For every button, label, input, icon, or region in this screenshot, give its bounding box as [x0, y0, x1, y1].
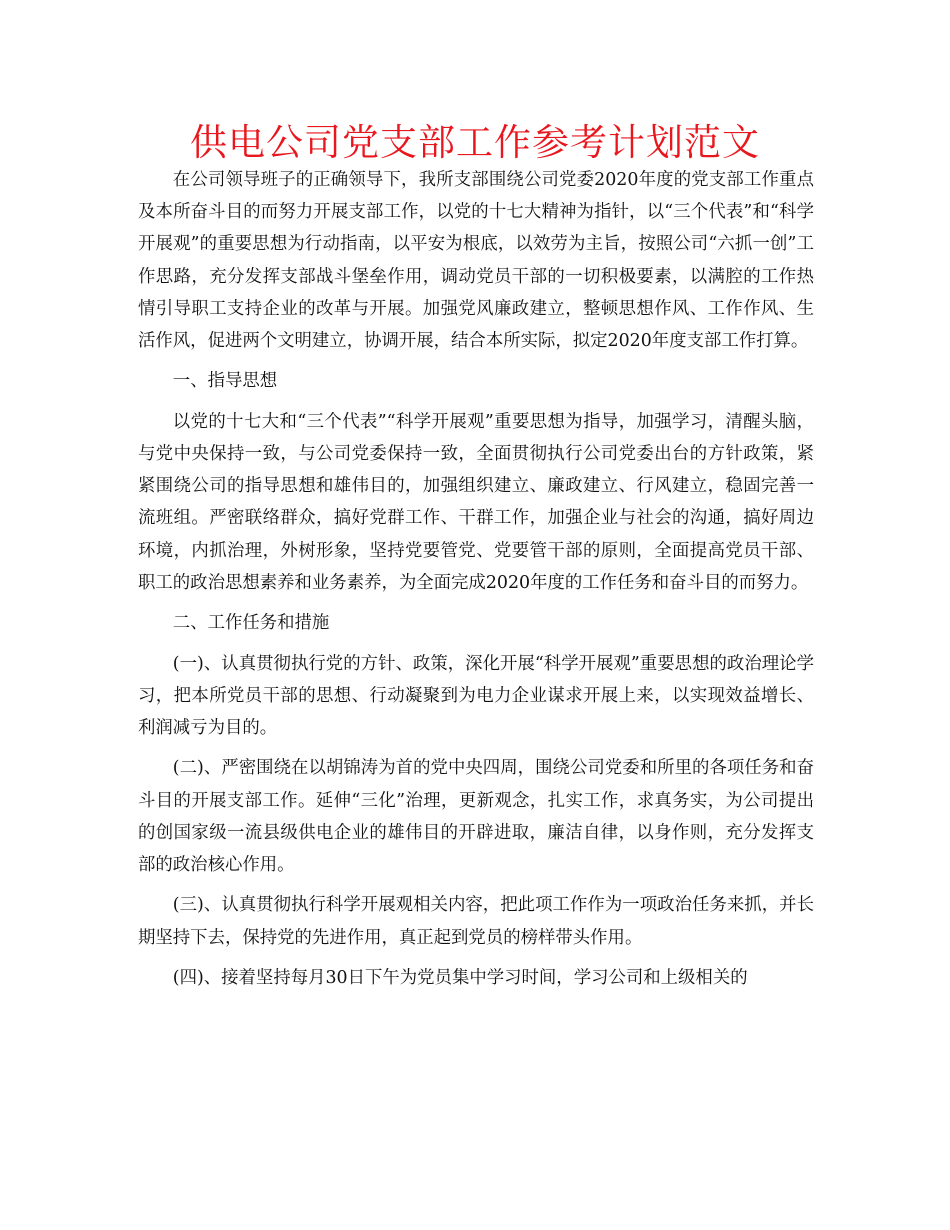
task-item-4: (四)、接着坚持每月30日下午为党员集中学习时间，学习公司和上级相关的	[172, 967, 748, 988]
task-item-1: (一)、认真贯彻执行党的方针、政策，深化开展“科学开展观”重要思想的政治理论学习，把本所党员干部的思想、行动凝聚到为电力企业谋求开展上来，以实现效益增长、利润减亏为目的。	[138, 653, 814, 738]
section-heading-guiding-ideology: 一、指导思想	[172, 371, 278, 392]
guiding-ideology-paragraph: 以党的十七大和“三个代表”“科学开展观”重要思想为指导，加强学习，清醒头脑，与党中央保持一致，与公司党委保持一致，全面贯彻执行公司党委出台的方针政策，紧紧围绕公司的指导思想和雄伟目的，加强组织建立、廉政建立、行风建立，稳固完善一流班组。严密联络群众，搞好党群工作、干群工作，加强企业与社会的沟通，搞好周边环境，内抓治理，外树形象，坚持党要管党、党要管干部的原则，全面提高党员干部、职工的政治思想素养和业务素养，为全面完成2020年度的工作任务和奋斗目的而努力。	[138, 411, 814, 593]
document-body	[138, 164, 814, 1002]
intro-paragraph: 在公司领导班子的正确领导下，我所支部围绕公司党委2020年度的党支部工作重点及本所奋斗目的而努力开展支部工作，以党的十七大精神为指针，以“三个代表”和“科学开展观”的重要思想为行动指南，以平安为根底，以效劳为主旨，按照公司“六抓一创”工作思路，充分发挥支部战斗堡垒作用，调动党员干部的一切积极要素，以满腔的工作热情引导职工支持企业的改革与开展。加强党风廉政建立，整顿思想作风、工作作风、生活作风，促进两个文明建立，协调开展，结合本所实际，拟定2020年度支部工作打算。	[138, 170, 814, 352]
document-title: 供电公司党支部工作参考计划范文	[190, 121, 760, 164]
task-item-2: (二)、严密围绕在以胡锦涛为首的党中央四周，围绕公司党委和所里的各项任务和奋斗目的开展支部工作。延伸“三化”治理，更新观念，扎实工作，求真务实，为公司提出的创国家级一流县级供电企业的雄伟目的开辟进取，廉洁自律，以身作则，充分发挥支部的政治核心作用。	[138, 758, 814, 875]
task-item-3: (三)、认真贯彻执行科学开展观相关内容，把此项工作作为一项政治任务来抓，并长期坚持下去，保持党的先进作用，真正起到党员的榜样带头作用。	[138, 895, 814, 948]
section-heading-tasks-measures: 二、工作任务和措施	[172, 613, 330, 634]
